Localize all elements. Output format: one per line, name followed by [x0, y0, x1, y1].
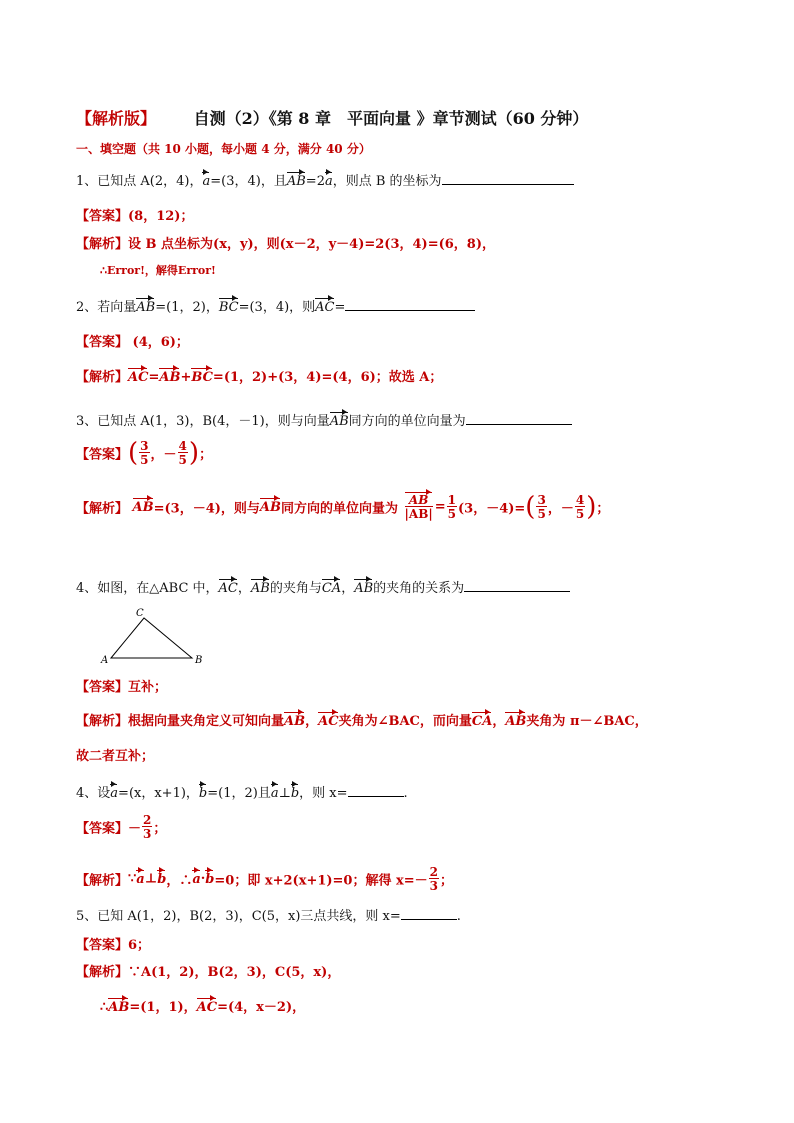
analysis-2: 【解析】AC=AB+BC=(1，2)+(3，4)=(4，6)；故选 A；: [76, 370, 443, 385]
doc-header: [76, 106, 588, 129]
answer-2: 【答案】 (4，6)；: [76, 335, 189, 350]
analysis-3: 【解析】 AB=(3，－4)，则与AB同方向的单位向量为 $\frac{AB}{|AB|}$ = $\frac{1}{5}$ (3，－4)=( $\frac{3}{5}$ ，－ $\frac{4}{5}$ )；: [76, 492, 610, 522]
triangle-figure: [96, 606, 216, 668]
question-1: 1、已知点 A(2，4)，a=(3，4)，且AB=2a，则点 B 的坐标为: [76, 170, 574, 189]
question-2: 2、若向量AB=(1，2)，BC=(3，4)，则AC=: [76, 296, 475, 315]
answer-6: 【答案】6；: [76, 938, 151, 953]
analysis-5: 【解析】∵a⊥b，∴a·b=0；即 x+2(x+1)=0；解得 x=－ $\frac{2}{3}$ ；: [76, 865, 454, 893]
answer-blank: [401, 907, 457, 920]
question-4: 4、如图，在△ABC 中，AC，AB的夹角与CA，AB的夹角的关系为: [76, 577, 570, 596]
answer-blank: [466, 412, 572, 425]
answer-blank: [348, 784, 404, 797]
answer-blank: [464, 579, 570, 592]
answer-1: 【答案】(8，12)；: [76, 209, 194, 224]
section-heading: 一、填空题（共 10 小题，每小题 4 分，满分 40 分）: [76, 142, 371, 156]
page-title: 自测（2）《第 8 章 平面向量 》章节测试（60 分钟）: [193, 109, 589, 128]
answer-blank: [442, 172, 574, 185]
vertex-label-c: C: [136, 608, 144, 619]
analysis-6-line2: ∴AB=(1，1)，AC=(4，x－2)，: [100, 1000, 306, 1015]
analysis-1: 【解析】设 B 点坐标为(x，y)，则(x－2，y－4)=2(3，4)=(6，8)，: [76, 237, 495, 252]
answer-3: 【答案】( $\frac{3}{5}$ ，－ $\frac{4}{5}$ )；: [76, 438, 213, 468]
vertex-label-a: A: [101, 655, 109, 666]
analysis-6: 【解析】∵A(1，2)，B(2，3)，C(5，x)，: [76, 965, 341, 980]
vector-a: a: [324, 174, 333, 189]
question-3: 3、已知点 A(1，3)，B(4，－1)，则与向量AB同方向的单位向量为: [76, 410, 572, 429]
version-tag: 【解析版】: [76, 109, 157, 128]
analysis-1-line2: ∴Error!，解得Error!: [100, 264, 216, 277]
triangle-abc: [111, 618, 192, 658]
vertex-label-b: B: [195, 655, 203, 666]
answer-5: 【答案】－ $\frac{2}{3}$ ；: [76, 813, 167, 841]
analysis-4-line2: 故二者互补；: [76, 749, 155, 764]
vector-ab: AB: [286, 174, 306, 189]
question-6: 5、已知 A(1，2)，B(2，3)，C(5，x)三点共线，则 x= .: [76, 909, 461, 924]
vector-a: a: [202, 174, 211, 189]
answer-4: 【答案】互补；: [76, 680, 168, 695]
question-5: 4、设a=(x，x+1)，b=(1，2)且a⊥b，则 x= .: [76, 786, 408, 801]
answer-blank: [345, 298, 475, 311]
analysis-4: 【解析】根据向量夹角定义可知向量AB，AC夹角为∠BAC，而向量CA，AB夹角为 π－∠BAC，: [76, 714, 648, 729]
